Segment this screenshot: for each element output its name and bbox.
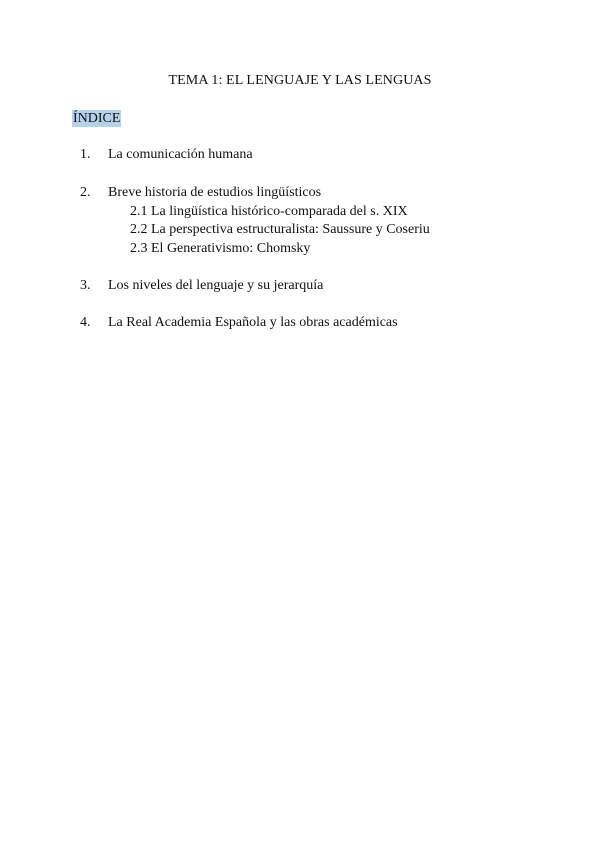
toc-item-number: 3.: [80, 278, 91, 293]
toc-item-1: [80, 147, 253, 163]
toc-item-label: Los niveles del lenguaje y su jerarquía: [108, 278, 324, 293]
document-title: TEMA 1: EL LENGUAJE Y LAS LENGUAS: [168, 73, 432, 88]
toc-subitem-2-1: 2.1 La lingüística histórico-comparada del s. XIX: [130, 204, 408, 219]
toc-item-label: La comunicación humana: [108, 147, 253, 162]
toc-item-3: [80, 278, 323, 294]
toc-item-number: 4.: [80, 315, 91, 330]
toc-subitem-2-3: 2.3 El Generativismo: Chomsky: [130, 241, 311, 256]
toc-subitem-2-2: 2.2 La perspectiva estructuralista: Saussure y Coseriu: [130, 222, 430, 237]
toc-item-label: La Real Academia Española y las obras académicas: [108, 315, 398, 330]
toc-item-2: [80, 185, 321, 201]
toc-item-label: Breve historia de estudios lingüísticos: [108, 185, 322, 200]
toc-item-4: [80, 315, 398, 331]
index-heading[interactable]: ÍNDICE: [73, 111, 121, 126]
toc-item-number: 1.: [80, 147, 91, 162]
toc-item-number: 2.: [80, 185, 91, 200]
